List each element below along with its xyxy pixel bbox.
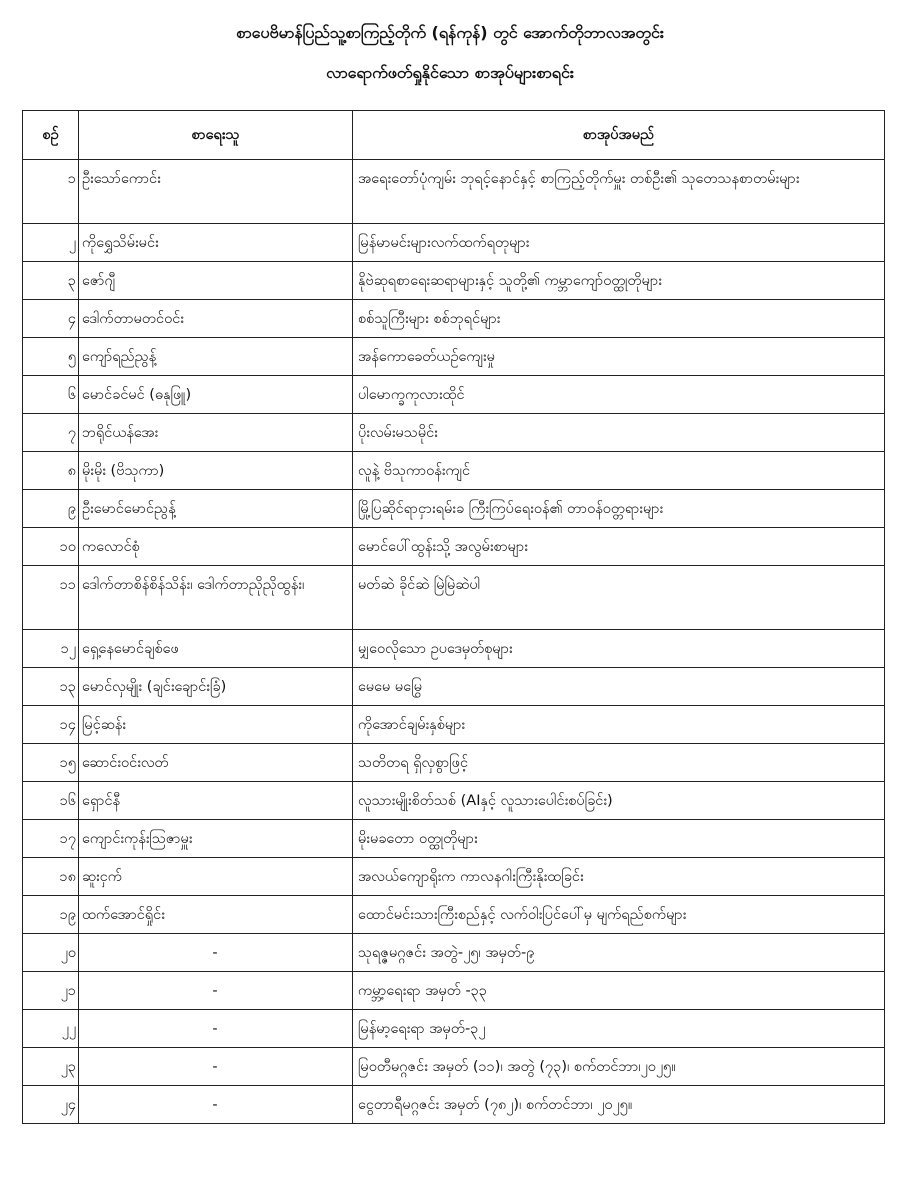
row-author: ရှေ့နေမောင်ချစ်ဖေ	[79, 630, 353, 668]
row-book-title: မျှဝေလိုသော ဥပဒေမှတ်စုများ	[353, 630, 885, 668]
row-book-title: လူသားမျိုးစိတ်သစ် (AIနှင့် လူသားပေါင်းစပ်ခြင်း)	[353, 782, 885, 820]
row-book-title: မေမေ မမြွေ	[353, 668, 885, 706]
row-author: -	[79, 1048, 353, 1086]
row-number: ၁၇	[23, 820, 79, 858]
table-row	[23, 744, 885, 782]
row-number: ၃	[23, 262, 79, 300]
table-row	[23, 528, 885, 566]
row-author: ဆောင်းဝင်းလတ်	[79, 744, 353, 782]
row-book-title: မြဝတီမဂ္ဂဇင်း အမှတ် (၁၁)၊ အတွဲ (၇၃)၊ စက်တင်ဘာ၊၂၀၂၅။	[353, 1048, 885, 1086]
document-title-line1: စာပေဗိမာန်ပြည်သူ့စာကြည့်တိုက် (ရန်ကုန်) တွင် အောက်တိုဘာလအတွင်း	[236, 23, 664, 42]
row-book-title: ကိုအောင်ချမ်းနှစ်များ	[353, 706, 885, 744]
book-list-table	[22, 110, 885, 1124]
table-row	[23, 376, 885, 414]
table-row	[23, 934, 885, 972]
row-book-title: ငွေတာရီမဂ္ဂဇင်း အမှတ် (၇၈၂)၊ စက်တင်ဘာ၊ ၂၀၂၅။	[353, 1086, 885, 1124]
row-author: မြင့်ဆန်း	[79, 706, 353, 744]
row-author: ကိုရွှေသိမ်းမင်း	[79, 224, 353, 262]
table-row	[23, 160, 885, 224]
row-number: ၁၂	[23, 630, 79, 668]
row-number: ၂၂	[23, 1010, 79, 1048]
row-number: ၉	[23, 490, 79, 528]
row-book-title: မောင်ပေါ်ထွန်းသို့ အလွမ်းစာများ	[353, 528, 885, 566]
row-number: ၁၃	[23, 668, 79, 706]
row-book-title: သတိတရ ရှိလှစွာဖြင့်	[353, 744, 885, 782]
table-row	[23, 224, 885, 262]
table-row	[23, 706, 885, 744]
row-book-title: ထောင်မင်းသားကြီးစည်နှင့် လက်ဝါးပြင်ပေါ်မှ မျက်ရည်စက်များ	[353, 896, 885, 934]
document-title-line2: လာရောက်ဖတ်ရှုနိုင်သော စာအုပ်များစာရင်း	[326, 63, 574, 82]
row-book-title: မြန်မာမင်းများလက်ထက်ရတုများ	[353, 224, 885, 262]
row-number: ၈	[23, 452, 79, 490]
table-row	[23, 1010, 885, 1048]
row-number: ၁၁	[23, 566, 79, 630]
table-body	[23, 160, 885, 1124]
row-author: ဆူးငှက်	[79, 858, 353, 896]
row-number: ၆	[23, 376, 79, 414]
row-book-title: ပါမောက္ခကုလားထိုင်	[353, 376, 885, 414]
row-book-title: မြို့ပြဆိုင်ရာငှားရမ်းခ ကြီးကြပ်ရေးဝန်၏ တာဝန်ဝတ္တရားများ	[353, 490, 885, 528]
table-row	[23, 858, 885, 896]
table-row	[23, 1086, 885, 1124]
row-book-title: လူနဲ့ ဗိသုကာဝန်းကျင်	[353, 452, 885, 490]
header-no: စဉ်	[23, 111, 79, 160]
row-author: ဦးမောင်မောင်ညွန့်	[79, 490, 353, 528]
row-book-title: စစ်သူကြီးများ စစ်ဘုရင်များ	[353, 300, 885, 338]
table-row	[23, 300, 885, 338]
table-header-row	[23, 111, 885, 160]
row-number: ၁၅	[23, 744, 79, 782]
row-number: ၁၆	[23, 782, 79, 820]
row-number: ၇	[23, 414, 79, 452]
row-number: ၁၀	[23, 528, 79, 566]
row-number: ၂၄	[23, 1086, 79, 1124]
row-number: ၂၃	[23, 1048, 79, 1086]
row-book-title: အန်ကောခေတ်ယဉ်ကျေးမှု	[353, 338, 885, 376]
row-author: -	[79, 934, 353, 972]
row-author: မောင်လှမျိုး (ချင်းချောင်းခြံ)	[79, 668, 353, 706]
table-row	[23, 566, 885, 630]
row-book-title: အလယ်ကျောရိုးက ကာလနဂါးကြီးနိုးထခြင်း	[353, 858, 885, 896]
table-row	[23, 820, 885, 858]
row-number: ၂	[23, 224, 79, 262]
table-row	[23, 490, 885, 528]
row-book-title: မြန်မာ့ရေးရာ အမှတ်-၃၂	[353, 1010, 885, 1048]
table-row	[23, 782, 885, 820]
table-row	[23, 1048, 885, 1086]
row-author: -	[79, 972, 353, 1010]
row-book-title: အရေးတော်ပုံကျမ်း ဘုရင့်နောင်နှင့် စာကြည့်တိုက်မှူး တစ်ဦး၏ သုတေသနစာတမ်းများ	[353, 160, 885, 224]
table-row	[23, 452, 885, 490]
row-author: မိုးမိုး (ဗိသုကာ)	[79, 452, 353, 490]
row-author: -	[79, 1086, 353, 1124]
row-author: ဘရိုင်ယန်အေး	[79, 414, 353, 452]
row-book-title: မိုးမခတော ဝတ္ထုတိုများ	[353, 820, 885, 858]
header-book: စာအုပ်အမည်	[353, 111, 885, 160]
row-author: ဒေါက်တာစိန်စိန်သိန်း၊ ဒေါက်တာညိုညိုထွန်း၊	[79, 566, 353, 630]
row-number: ၁၄	[23, 706, 79, 744]
table-row	[23, 414, 885, 452]
row-author: ကလောင်စုံ	[79, 528, 353, 566]
row-number: ၄	[23, 300, 79, 338]
row-number: ၂၁	[23, 972, 79, 1010]
row-author: ဦးသော်ကောင်း	[79, 160, 353, 224]
row-book-title: သုရဇ္ဇမဂ္ဂဇင်း အတွဲ-၂၅၊ အမှတ်-၉	[353, 934, 885, 972]
table-row	[23, 262, 885, 300]
row-number: ၁၉	[23, 896, 79, 934]
table-row	[23, 630, 885, 668]
row-author: ကျောင်းကုန်းဩဇာမှူး	[79, 820, 353, 858]
row-author: ဒေါက်တာမတင်ဝင်း	[79, 300, 353, 338]
row-number: ၅	[23, 338, 79, 376]
row-book-title: နိုဗဲဆုရစာရေးဆရာများနှင့် သူတို့၏ ကမ္ဘာကျော်ဝတ္ထုတိုများ	[353, 262, 885, 300]
row-author: ကျော်ရည်ညွန့်	[79, 338, 353, 376]
row-book-title: ပိုးလမ်းမသမိုင်း	[353, 414, 885, 452]
row-author: မောင်ခင်မင် (ဓနုဖြူ)	[79, 376, 353, 414]
row-author: ရှောင်နီ	[79, 782, 353, 820]
row-number: ၂၀	[23, 934, 79, 972]
row-author: ထက်အောင်ရှိုင်း	[79, 896, 353, 934]
table-row	[23, 972, 885, 1010]
table-row	[23, 338, 885, 376]
header-author: စာရေးသူ	[79, 111, 353, 160]
row-book-title: ကမ္ဘာ့ရေးရာ အမှတ် -၃၃	[353, 972, 885, 1010]
row-number: ၁	[23, 160, 79, 224]
row-number: ၁၈	[23, 858, 79, 896]
table-row	[23, 668, 885, 706]
row-author: ဇော်ဂျီ	[79, 262, 353, 300]
row-author: -	[79, 1010, 353, 1048]
row-book-title: မတ်ဆဲ ခိုင်ဆဲ မြဲမြဲဆဲပါ	[353, 566, 885, 630]
table-row	[23, 896, 885, 934]
